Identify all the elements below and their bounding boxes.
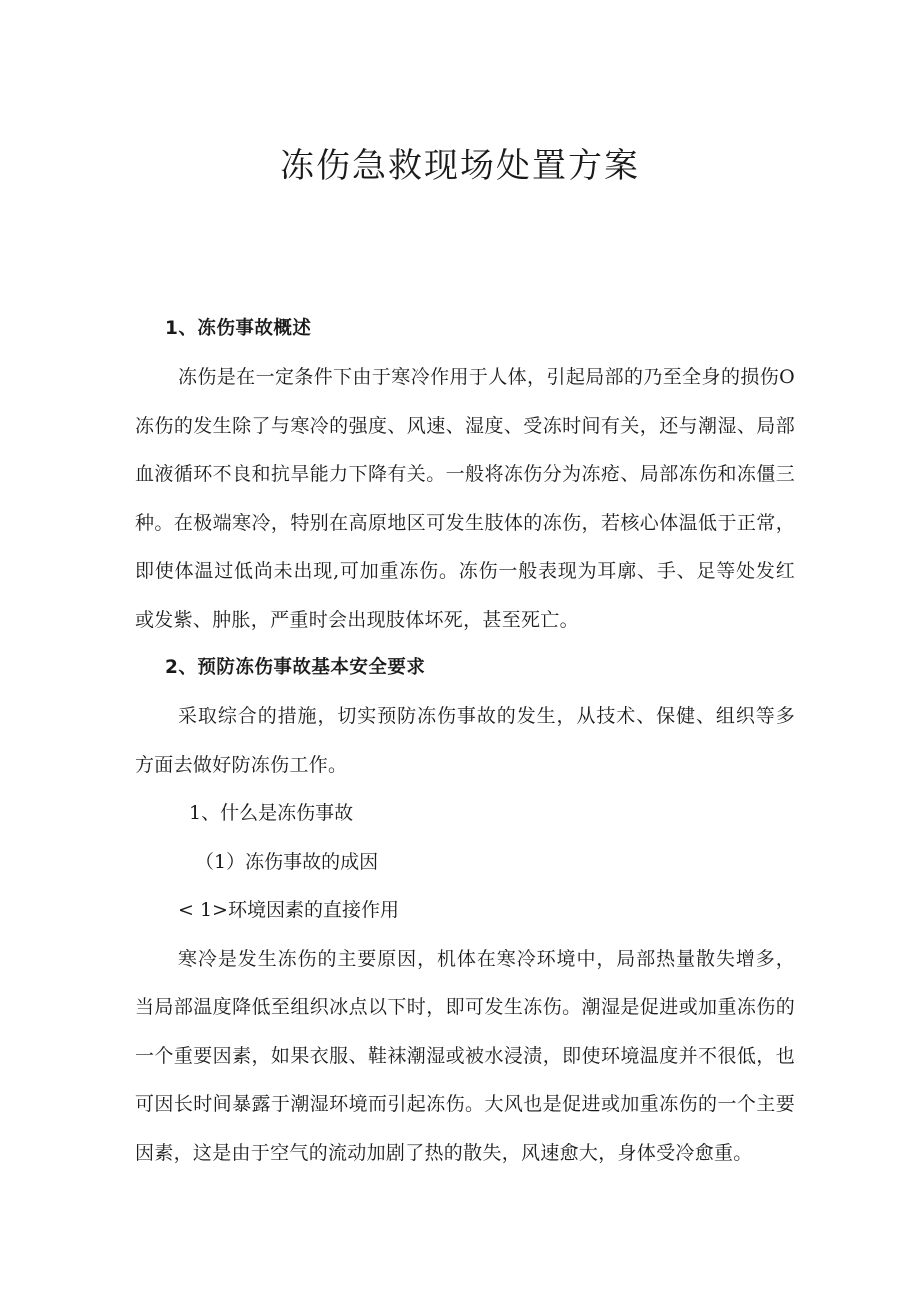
section-1-heading: 1、冻伤事故概述 xyxy=(165,318,312,339)
subsection-what-is-frostbite: 1、什么是冻伤事故 xyxy=(189,802,354,824)
page-title: 冻伤急救现场处置方案 xyxy=(280,146,640,186)
section-1-paragraph: 冻伤是在一定条件下由于寒冷作用于人体，引起局部的乃至全身的损伤O冻伤的发生除了与寒冷的强度、风速、湿度、受冻时间有关，还与潮湿、局部血液循环不良和抗旱能力下降有关。一般将冻伤分为冻疮、局部冻伤和冻僵三种。在极端寒冷，特别在高原地区可发生肢体的冻伤，若核心体温低于正常，即使体温过低尚未出现,可加重冻伤。冻伤一般表现为耳廓、手、足等处发红或发紫、肿胀，严重时会出现肢体坏死，甚至死亡。 xyxy=(135,366,795,631)
section-2-heading: 2、预防冻伤事故基本安全要求 xyxy=(165,657,426,678)
subsection-environment-factors: < 1>环境因素的直接作用 xyxy=(178,899,399,921)
environment-factors-paragraph: 寒冷是发生冻伤的主要原因，机体在寒冷环境中，局部热量散失增多，当局部温度降低至组织冰点以下时，即可发生冻伤。潮湿是促进或加重冻伤的一个重要因素，如果衣服、鞋袜潮湿或被水浸渍，即使环境温度并不很低，也可因长时间暴露于潮湿环境而引起冻伤。大风也是促进或加重冻伤的一个主要因素，这是由于空气的流动加剧了热的散失，风速愈大，身体受冷愈重。 xyxy=(135,947,795,1164)
document-body xyxy=(135,305,795,1177)
subsection-causes: （1）冻伤事故的成因 xyxy=(195,850,379,873)
section-2-paragraph: 采取综合的措施，切实预防冻伤事故的发生，从技术、保健、组织等多方面去做好防冻伤工作。 xyxy=(135,705,795,776)
